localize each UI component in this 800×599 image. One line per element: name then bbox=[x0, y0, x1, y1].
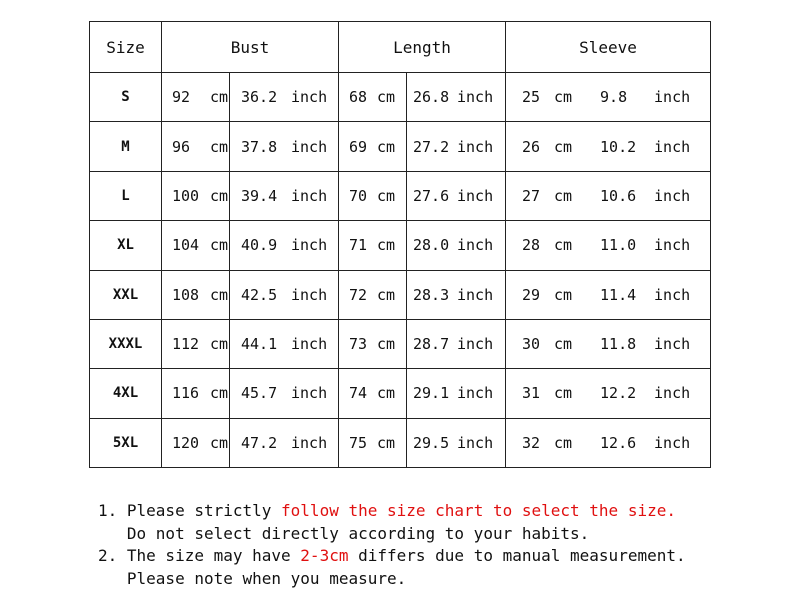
length-cm-cell-value: 70 bbox=[349, 186, 368, 205]
note-1 bbox=[98, 500, 686, 523]
sleeve-cm-unit: cm bbox=[554, 186, 573, 205]
length-inch-cell bbox=[407, 418, 506, 467]
sleeve-inch-unit: inch bbox=[654, 137, 691, 156]
length-cm-cell-value: 71 bbox=[349, 236, 368, 255]
sleeve-inch-unit: inch bbox=[654, 384, 691, 403]
length-inch-cell bbox=[407, 319, 506, 368]
header-bust: Bust bbox=[162, 22, 339, 73]
length-inch-cell-value: 27.2 bbox=[413, 137, 450, 156]
bust-inch-cell-value: 40.9 bbox=[241, 236, 278, 255]
note-1-suffix: . bbox=[666, 501, 676, 520]
length-cm-cell-unit: cm bbox=[377, 335, 396, 354]
bust-inch-cell-unit: inch bbox=[291, 88, 328, 107]
sleeve-inch-unit: inch bbox=[654, 335, 691, 354]
bust-inch-cell-value: 39.4 bbox=[241, 186, 278, 205]
bust-cm-cell-value: 116 bbox=[172, 384, 200, 403]
sleeve-inch-value: 11.0 bbox=[600, 236, 637, 255]
length-inch-cell bbox=[407, 73, 506, 122]
bust-inch-cell-unit: inch bbox=[291, 433, 328, 452]
sleeve-cell bbox=[506, 171, 711, 220]
sleeve-cm-value: 28 bbox=[522, 236, 541, 255]
bust-inch-cell bbox=[230, 73, 339, 122]
length-cm-cell bbox=[339, 221, 407, 270]
size-label: 5XL bbox=[90, 418, 162, 467]
note-1-highlight: follow the size chart to select the size bbox=[281, 501, 667, 520]
length-inch-cell bbox=[407, 171, 506, 220]
bust-inch-cell-value: 42.5 bbox=[241, 285, 278, 304]
length-cm-cell-unit: cm bbox=[377, 186, 396, 205]
bust-cm-cell bbox=[162, 221, 230, 270]
length-inch-cell-value: 28.7 bbox=[413, 335, 450, 354]
table-row bbox=[90, 171, 711, 220]
length-inch-cell bbox=[407, 221, 506, 270]
length-cm-cell-unit: cm bbox=[377, 236, 396, 255]
sleeve-inch-unit: inch bbox=[654, 186, 691, 205]
length-cm-cell-unit: cm bbox=[377, 88, 396, 107]
length-inch-cell-unit: inch bbox=[457, 285, 494, 304]
note-1-text: 1. Please strictly bbox=[98, 501, 282, 520]
length-inch-cell-unit: inch bbox=[457, 335, 494, 354]
bust-inch-cell-unit: inch bbox=[291, 384, 328, 403]
length-cm-cell-unit: cm bbox=[377, 384, 396, 403]
length-inch-cell-unit: inch bbox=[457, 186, 494, 205]
sleeve-cell bbox=[506, 319, 711, 368]
table-row bbox=[90, 122, 711, 171]
bust-cm-cell-value: 108 bbox=[172, 285, 200, 304]
note-2 bbox=[98, 545, 686, 568]
length-inch-cell bbox=[407, 270, 506, 319]
size-label: L bbox=[90, 171, 162, 220]
size-rows bbox=[90, 73, 711, 468]
bust-cm-cell-unit: cm bbox=[210, 88, 229, 107]
sleeve-cm-unit: cm bbox=[554, 236, 573, 255]
sleeve-cell bbox=[506, 122, 711, 171]
table-row bbox=[90, 73, 711, 122]
sleeve-cm-value: 26 bbox=[522, 137, 541, 156]
note-2-highlight: 2-3cm bbox=[300, 546, 349, 565]
bust-inch-cell-value: 47.2 bbox=[241, 433, 278, 452]
sleeve-inch-unit: inch bbox=[654, 285, 691, 304]
sleeve-cell bbox=[506, 73, 711, 122]
sleeve-inch-value: 11.4 bbox=[600, 285, 637, 304]
sleeve-inch-value: 10.2 bbox=[600, 137, 637, 156]
length-inch-cell-unit: inch bbox=[457, 88, 494, 107]
bust-cm-cell-value: 104 bbox=[172, 236, 200, 255]
sleeve-cell bbox=[506, 221, 711, 270]
sleeve-inch-value: 11.8 bbox=[600, 335, 637, 354]
table-row bbox=[90, 319, 711, 368]
length-inch-cell-unit: inch bbox=[457, 433, 494, 452]
bust-cm-cell-unit: cm bbox=[210, 137, 229, 156]
bust-inch-cell-value: 36.2 bbox=[241, 88, 278, 107]
note-2-line-2: Please note when you measure. bbox=[98, 568, 407, 588]
bust-cm-cell-value: 92 bbox=[172, 88, 191, 107]
sleeve-cm-value: 31 bbox=[522, 384, 541, 403]
sleeve-inch-value: 9.8 bbox=[600, 88, 628, 107]
sleeve-cm-unit: cm bbox=[554, 335, 573, 354]
bust-cm-cell-unit: cm bbox=[210, 335, 229, 354]
sleeve-cm-value: 27 bbox=[522, 186, 541, 205]
table-row bbox=[90, 369, 711, 418]
length-cm-cell-value: 75 bbox=[349, 433, 368, 452]
note-1-line-2: Do not select directly according to your habits. bbox=[98, 523, 590, 543]
sleeve-cm-value: 30 bbox=[522, 335, 541, 354]
bust-cm-cell-unit: cm bbox=[210, 285, 229, 304]
sleeve-inch-unit: inch bbox=[654, 236, 691, 255]
table-row bbox=[90, 221, 711, 270]
table-row bbox=[90, 418, 711, 467]
sleeve-cm-unit: cm bbox=[554, 88, 573, 107]
size-label: 4XL bbox=[90, 369, 162, 418]
length-cm-cell-value: 69 bbox=[349, 137, 368, 156]
length-inch-cell-value: 28.0 bbox=[413, 236, 450, 255]
length-inch-cell-unit: inch bbox=[457, 384, 494, 403]
sleeve-cell bbox=[506, 270, 711, 319]
bust-cm-cell-unit: cm bbox=[210, 433, 229, 452]
length-cm-cell bbox=[339, 270, 407, 319]
bust-inch-cell bbox=[230, 418, 339, 467]
sleeve-cell bbox=[506, 369, 711, 418]
length-inch-cell bbox=[407, 122, 506, 171]
bust-inch-cell-value: 37.8 bbox=[241, 137, 278, 156]
length-cm-cell-value: 73 bbox=[349, 335, 368, 354]
sleeve-cm-unit: cm bbox=[554, 433, 573, 452]
bust-inch-cell-unit: inch bbox=[291, 285, 328, 304]
bust-cm-cell bbox=[162, 270, 230, 319]
table-header-row bbox=[90, 22, 711, 73]
sleeve-cm-value: 32 bbox=[522, 433, 541, 452]
length-inch-cell-unit: inch bbox=[457, 137, 494, 156]
sleeve-inch-unit: inch bbox=[654, 433, 691, 452]
length-cm-cell-value: 72 bbox=[349, 285, 368, 304]
bust-inch-cell-unit: inch bbox=[291, 186, 328, 205]
length-inch-cell-unit: inch bbox=[457, 236, 494, 255]
bust-cm-cell-value: 96 bbox=[172, 137, 191, 156]
bust-inch-cell bbox=[230, 319, 339, 368]
length-cm-cell-value: 68 bbox=[349, 88, 368, 107]
length-inch-cell-value: 29.1 bbox=[413, 384, 450, 403]
sleeve-inch-value: 12.2 bbox=[600, 384, 637, 403]
header-size: Size bbox=[90, 22, 162, 73]
header-sleeve: Sleeve bbox=[506, 22, 711, 73]
sleeve-inch-value: 12.6 bbox=[600, 433, 637, 452]
bust-inch-cell bbox=[230, 369, 339, 418]
header-length: Length bbox=[339, 22, 506, 73]
length-cm-cell bbox=[339, 319, 407, 368]
bust-inch-cell-unit: inch bbox=[291, 137, 328, 156]
note-2-text: 2. The size may have bbox=[98, 546, 301, 565]
bust-inch-cell-value: 44.1 bbox=[241, 335, 278, 354]
bust-cm-cell bbox=[162, 369, 230, 418]
length-cm-cell bbox=[339, 369, 407, 418]
size-label: XXXL bbox=[90, 319, 162, 368]
size-chart-table bbox=[89, 21, 711, 468]
bust-cm-cell-unit: cm bbox=[210, 186, 229, 205]
bust-inch-cell-unit: inch bbox=[291, 236, 328, 255]
bust-cm-cell bbox=[162, 73, 230, 122]
bust-cm-cell-value: 112 bbox=[172, 335, 200, 354]
sleeve-cm-value: 25 bbox=[522, 88, 541, 107]
bust-cm-cell bbox=[162, 171, 230, 220]
bust-cm-cell-value: 120 bbox=[172, 433, 200, 452]
sleeve-cm-unit: cm bbox=[554, 285, 573, 304]
sleeve-inch-unit: inch bbox=[654, 88, 691, 107]
size-label: XXL bbox=[90, 270, 162, 319]
table-row bbox=[90, 270, 711, 319]
bust-inch-cell bbox=[230, 122, 339, 171]
bust-inch-cell-value: 45.7 bbox=[241, 384, 278, 403]
length-cm-cell bbox=[339, 171, 407, 220]
bust-inch-cell bbox=[230, 270, 339, 319]
size-label: S bbox=[90, 73, 162, 122]
bust-cm-cell bbox=[162, 122, 230, 171]
length-cm-cell-unit: cm bbox=[377, 137, 396, 156]
bust-inch-cell bbox=[230, 221, 339, 270]
sleeve-cm-unit: cm bbox=[554, 137, 573, 156]
length-inch-cell-value: 29.5 bbox=[413, 433, 450, 452]
length-cm-cell bbox=[339, 73, 407, 122]
note-2-suffix: differs due to manual measurement. bbox=[348, 546, 686, 565]
length-cm-cell-value: 74 bbox=[349, 384, 368, 403]
length-cm-cell bbox=[339, 418, 407, 467]
bust-cm-cell-value: 100 bbox=[172, 186, 200, 205]
sleeve-cm-value: 29 bbox=[522, 285, 541, 304]
bust-cm-cell bbox=[162, 418, 230, 467]
length-inch-cell bbox=[407, 369, 506, 418]
length-cm-cell bbox=[339, 122, 407, 171]
size-notes bbox=[98, 500, 686, 590]
length-inch-cell-value: 27.6 bbox=[413, 186, 450, 205]
size-label: XL bbox=[90, 221, 162, 270]
bust-cm-cell-unit: cm bbox=[210, 236, 229, 255]
sleeve-inch-value: 10.6 bbox=[600, 186, 637, 205]
bust-inch-cell-unit: inch bbox=[291, 335, 328, 354]
size-label: M bbox=[90, 122, 162, 171]
length-inch-cell-value: 28.3 bbox=[413, 285, 450, 304]
bust-cm-cell bbox=[162, 319, 230, 368]
length-cm-cell-unit: cm bbox=[377, 285, 396, 304]
bust-inch-cell bbox=[230, 171, 339, 220]
length-cm-cell-unit: cm bbox=[377, 433, 396, 452]
sleeve-cm-unit: cm bbox=[554, 384, 573, 403]
bust-cm-cell-unit: cm bbox=[210, 384, 229, 403]
sleeve-cell bbox=[506, 418, 711, 467]
length-inch-cell-value: 26.8 bbox=[413, 88, 450, 107]
